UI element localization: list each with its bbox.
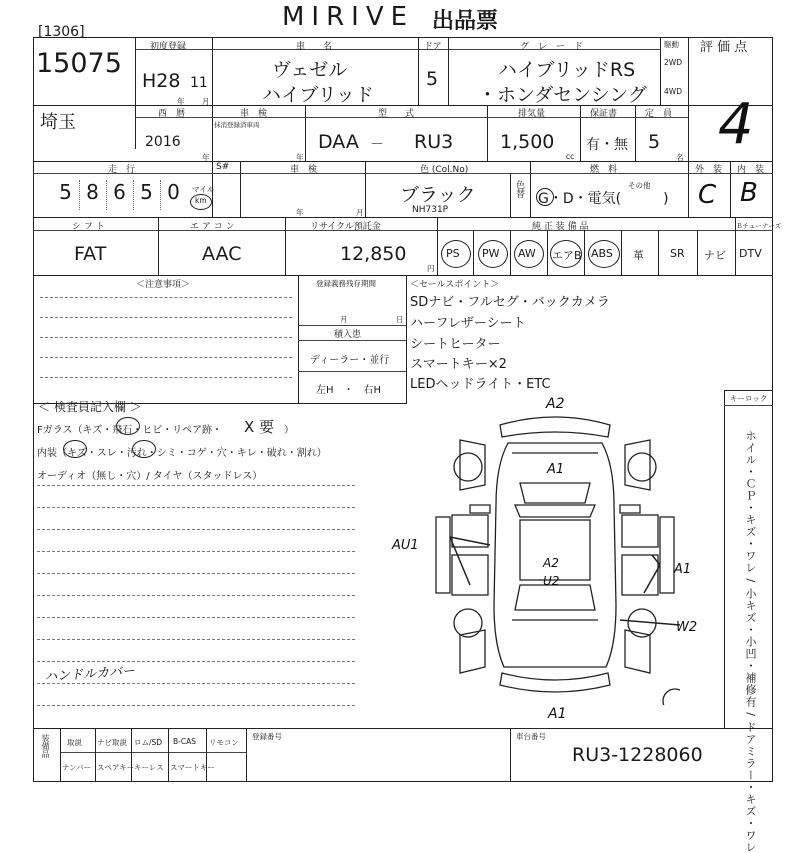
sales-point: SDナビ・フルセグ・バックカメラ: [410, 295, 610, 310]
inspector-glass-end: ）: [284, 425, 294, 436]
color-label: 色 (Col.No): [420, 165, 469, 175]
color-change: 色替: [514, 180, 524, 198]
document-title: 出品票: [432, 9, 499, 34]
fuel-g-circle: [536, 188, 554, 206]
unit-km: km: [195, 196, 207, 205]
capacity-value: 5: [648, 131, 661, 153]
recycle-unit: 円: [427, 264, 435, 273]
first-reg-year-unit: 年: [177, 97, 185, 106]
first-reg-month-unit: 月: [202, 97, 210, 106]
chassis-number: RU3-1228060: [572, 744, 703, 766]
footer-label: B-CAS: [173, 737, 196, 746]
grade-line2: ・ホンダセンシング: [478, 84, 647, 106]
exterior-label: 外 装: [695, 165, 723, 175]
drive-label: 駆動: [664, 40, 679, 49]
door-label: ドア: [424, 42, 442, 52]
equip-item: PW: [482, 247, 500, 260]
keylock-label: キーロック: [730, 394, 768, 403]
type-dash: －: [370, 137, 384, 153]
first-reg-month: 11: [190, 75, 208, 91]
sales-point: ハーフレザーシート: [410, 316, 526, 331]
type-code: RU3: [414, 131, 454, 153]
interior-label: 内 装: [737, 165, 765, 175]
mileage-digit: 5: [140, 180, 153, 204]
mileage-digit: 6: [113, 180, 126, 204]
warranty-value: 有・無: [586, 137, 628, 153]
footer-label: 取説: [67, 738, 82, 747]
caution-label: ＜注意事項＞: [136, 280, 191, 290]
inspector-interior: 内装（キズ・スレ・汚れ・シミ・コゲ・穴・キレ・破れ・割れ）: [37, 448, 327, 459]
body-month-unit: 月: [356, 208, 364, 217]
equip-item: 革: [633, 249, 644, 262]
handwritten-note: ハンドルカバー: [43, 663, 136, 686]
inspector-glass-mark: X 要: [244, 418, 275, 436]
shaken-unit: 年: [296, 153, 304, 162]
dealer-text: ディーラー・並行: [310, 355, 390, 366]
reg-expiry-label: 登録義務残存期間: [316, 279, 376, 288]
footer-label: スペアキー: [97, 763, 135, 772]
car-damage-diagram: [430, 405, 680, 705]
logo-text: MIRIVE: [282, 2, 415, 32]
body-label: 車 検: [290, 165, 318, 175]
unit-mile: マイル: [192, 185, 215, 194]
equip-item: ABS: [591, 247, 613, 260]
mileage-digit: 8: [86, 180, 99, 204]
reg-day-unit: 日: [396, 315, 404, 324]
mileage-digit: 0: [167, 180, 180, 204]
recycle-value: 12,850: [340, 243, 407, 265]
capacity-unit: 名: [676, 153, 684, 162]
footer-label: ナビ取説: [97, 738, 127, 747]
capacity-label: 定 員: [645, 109, 673, 119]
color-value: ブラック: [400, 184, 476, 206]
inspector-glass: Fガラス（キズ・飛石・ヒビ・リペア跡・: [37, 425, 223, 436]
type-label: 型 式: [378, 109, 415, 119]
shift-label: シ フ ト: [72, 222, 105, 232]
car-name-line1: ヴェゼル: [272, 59, 348, 81]
chassis-label: 車台番号: [516, 732, 546, 741]
damage-mark-bottom: A1: [548, 706, 567, 722]
first-reg-label: 初度登録: [150, 42, 187, 52]
footer-label: ナンバー: [62, 763, 92, 772]
footer-label: キーレス: [134, 763, 164, 772]
damage-mark-right: A1: [674, 562, 692, 577]
interior-grade: B: [740, 178, 758, 208]
car-name-label: 車 名: [296, 42, 333, 52]
displacement-label: 排気量: [518, 109, 546, 119]
recycle-label: リサイクル預託金: [310, 222, 381, 232]
lot-code: [1306]: [38, 24, 85, 40]
footer-label: リモコン: [209, 738, 239, 747]
shaken-label: 車 検: [240, 109, 268, 119]
grade-line1: ハイブリッドRS: [498, 59, 636, 81]
type-prefix: DAA: [318, 131, 359, 153]
sales-label: ＜セールスポイント＞: [410, 280, 500, 290]
handle-text: 左H ・ 右H: [316, 385, 382, 396]
score-label: 評 価 点: [700, 40, 748, 55]
damage-mark-center-1: A2: [543, 556, 559, 570]
fuel-other-label: その他: [628, 181, 651, 190]
grade-label: グ レ ー ド: [520, 42, 584, 52]
model-year: 2016: [145, 134, 181, 150]
sales-point: スマートキー×2: [410, 357, 507, 372]
first-reg-era: H28: [142, 70, 181, 92]
mileage-digits: [52, 180, 187, 204]
reg-month-unit: 月: [340, 315, 348, 324]
footer-label: ロム/SD: [134, 738, 163, 747]
equip-item: エアB: [552, 249, 582, 262]
ac-value: AAC: [202, 243, 242, 265]
equip-label: 純 正 装 備 品: [532, 222, 589, 232]
damage-mark-center-2: U2: [543, 574, 560, 588]
transfer-label: 積入患: [334, 330, 362, 340]
displacement-value: 1,500: [500, 131, 555, 153]
shaken-note: 抹消登録済車両: [214, 121, 260, 129]
option-label: Ｂチューナーズ: [736, 222, 781, 230]
sales-point: シートヒーター: [410, 337, 501, 352]
lot-number: 15075: [36, 48, 122, 79]
exterior-grade: C: [698, 180, 717, 210]
color-number: NH731P: [412, 205, 449, 215]
seireki-label: 西 暦: [158, 109, 186, 119]
equip-item: DTV: [739, 247, 762, 260]
shift-value: FAT: [74, 243, 107, 265]
displacement-unit: cc: [566, 152, 575, 161]
footer-side-label: 装備品: [41, 734, 50, 758]
fuel-label: 燃 料: [590, 165, 618, 175]
warranty-label: 保証書: [590, 109, 618, 119]
drive-4wd: 4WD: [664, 87, 682, 96]
car-name-line2: ハイブリッド: [262, 84, 374, 106]
body-year-unit: 年: [296, 208, 304, 217]
door-count: 5: [426, 68, 439, 90]
mileage-digit: 5: [59, 180, 72, 204]
sales-point: LEDヘッドライト・ETC: [410, 377, 551, 392]
side-vertical-notes: ホイル・ＣＰ・キズ・ワレ / 小キズ・小凹・補修有 / ドアミラー・キズ・ワレ: [744, 430, 757, 853]
fuel-value: G・D・電気( ): [538, 191, 669, 207]
drive-2wd: 2WD: [664, 58, 682, 67]
equip-item: ナビ: [704, 249, 726, 262]
glass-mark-circle: [116, 417, 140, 435]
ac-label: エ ア コ ン: [190, 222, 235, 232]
sharp-label: S#: [216, 162, 230, 172]
equip-item: AW: [518, 247, 536, 260]
prefecture: 埼玉: [40, 112, 76, 133]
interior-mark-circle: [63, 440, 87, 458]
damage-mark-top: A2: [546, 396, 565, 412]
reg-number-label: 登録番号: [252, 732, 282, 741]
inspector-audio: オーディオ（無し・穴）/ タイヤ（スタッドレス）: [37, 471, 263, 482]
damage-mark-rear-right: W2: [676, 620, 698, 635]
equip-item: PS: [446, 247, 460, 260]
footer-label: スマートキー: [170, 763, 215, 772]
mileage-label: 走 行: [108, 165, 136, 175]
interior-mark-circle: [132, 440, 156, 458]
damage-mark-left: AU1: [392, 538, 419, 553]
equip-item: SR: [670, 247, 685, 260]
inspector-label: ＜ 検査員記入欄 ＞: [38, 400, 142, 414]
model-year-unit: 年: [202, 153, 210, 162]
score-value: 4: [718, 92, 754, 157]
damage-mark-roof-front: A1: [547, 462, 565, 477]
